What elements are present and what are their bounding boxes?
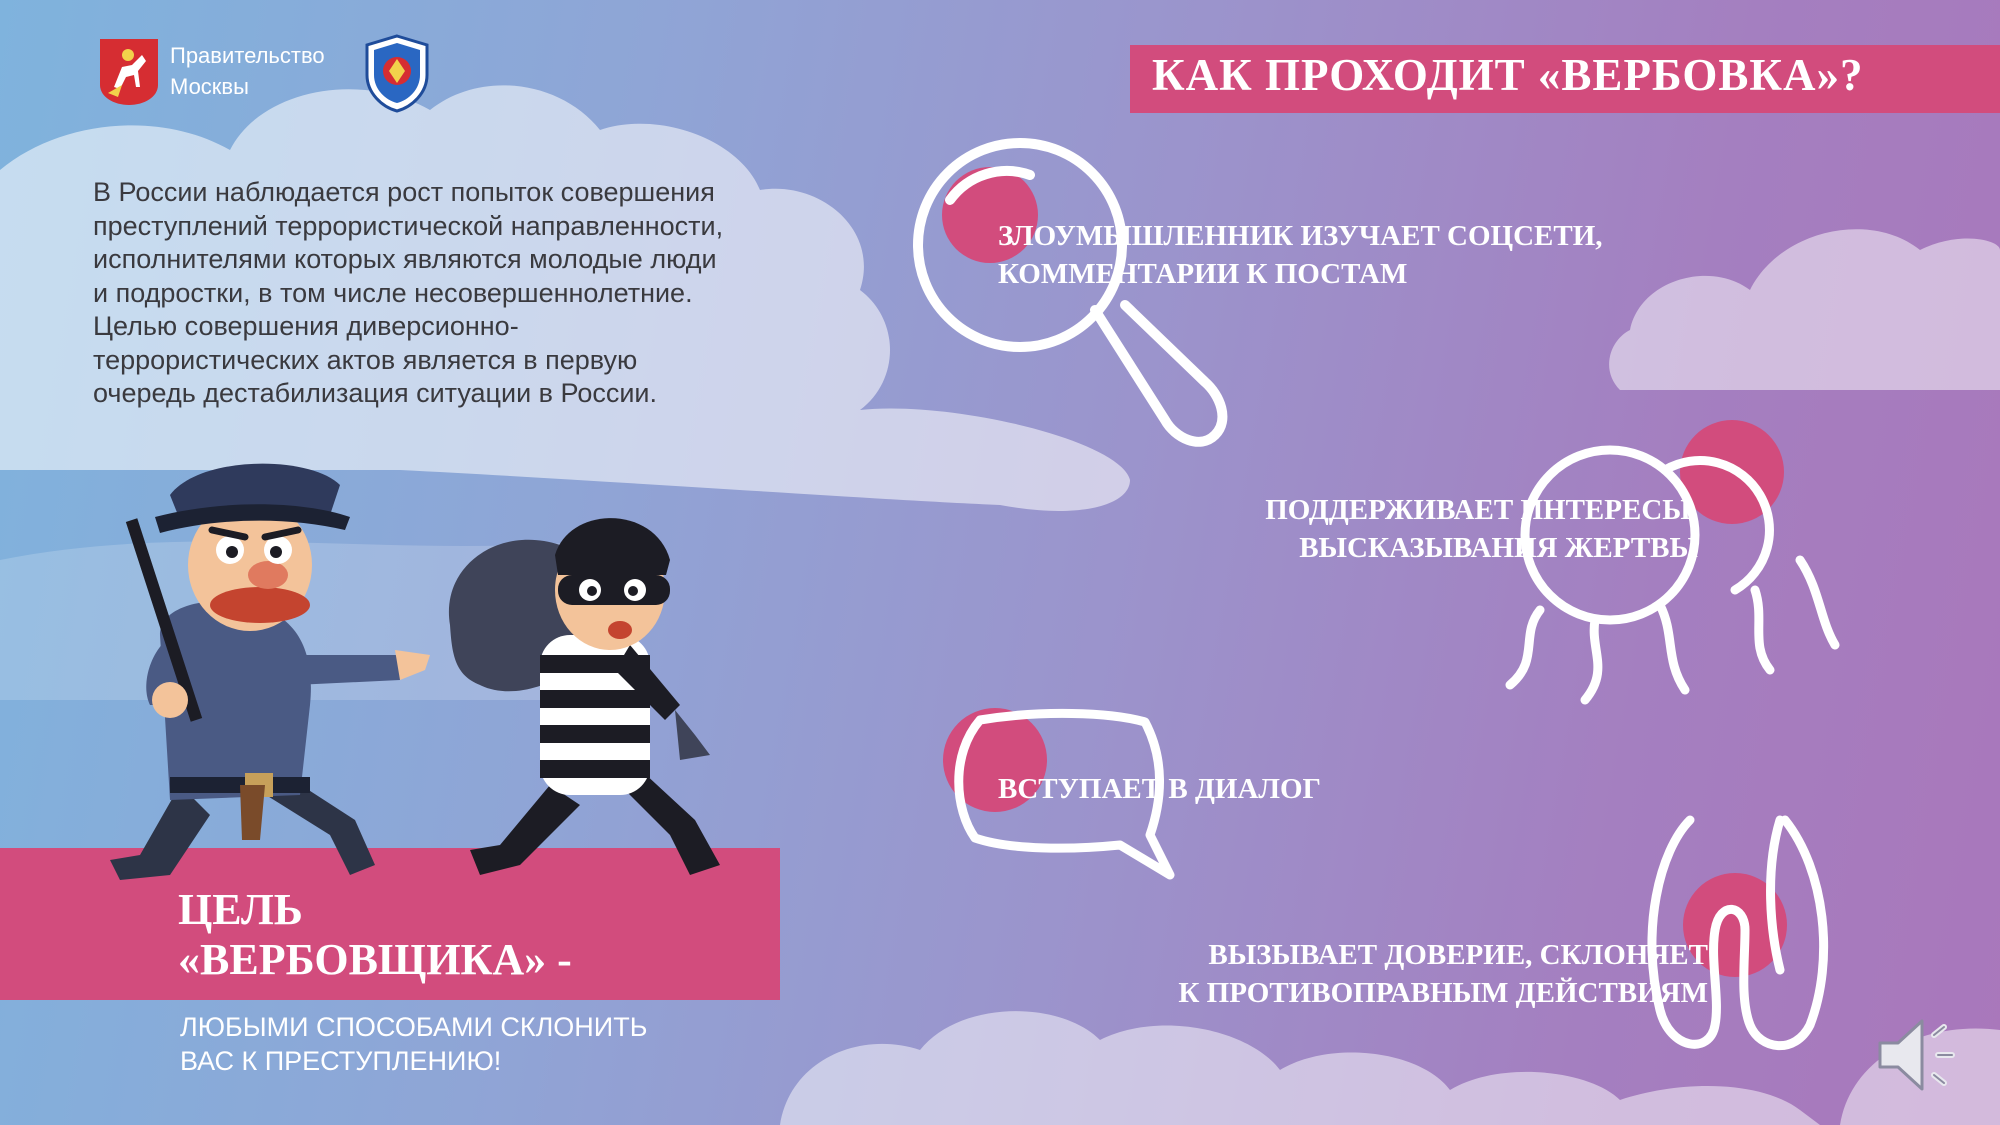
magnifier-icon [880,120,1280,480]
step-1-line-2: КОММЕНТАРИИ К ПОСТАМ [998,258,1408,290]
slide-title: КАК ПРОХОДИТ «ВЕРБОВКА»? [1152,50,1864,100]
step-2-line-1: ПОДДЕРЖИВАЕТ ИНТЕРЕСЫ, [1265,494,1698,526]
step-3-line-1: ВСТУПАЕТ В ДИАЛОГ [998,773,1322,805]
step-1-text [998,217,1603,293]
step-2-line-2: ВЫСКАЗЫВАНИЯ ЖЕРТВЫ [1299,532,1698,564]
step-4-line-2: К ПРОТИВОПРАВНЫМ ДЕЙСТВИЯМ [1178,977,1708,1009]
intro-paragraph: В России наблюдается рост попыток совершения преступлений террористической направленности, исполнителями которых являются молодые люди и подростки, в том числе несовершеннолетние. Целью совершения диверсионно-террористических актов является в первую очередь дестабилизация ситуации в России. [93,177,724,408]
thief-illustration [440,505,760,885]
police-emblem-icon [362,33,432,113]
step-4-text [1088,936,1708,1012]
government-line-2: Москвы [170,74,249,99]
speaker-icon[interactable] [1870,1005,1970,1105]
goal-title [178,885,572,985]
government-label [170,40,370,102]
goal-title-line-1: ЦЕЛЬ [178,885,303,934]
goal-subtitle-line-2: ВАС К ПРЕСТУПЛЕНИЮ! [180,1046,502,1076]
step-1-line-1: ЗЛОУМЫШЛЕННИК ИЗУЧАЕТ СОЦСЕТИ, [998,220,1603,252]
step-2-text [1238,491,1698,567]
policeman-illustration [100,455,440,900]
government-line-1: Правительство [170,43,325,68]
people-icon [1500,420,1860,740]
step-3-text [998,770,1321,808]
goal-subtitle [180,1010,647,1078]
goal-subtitle-line-1: ЛЮБЫМИ СПОСОБАМИ СКЛОНИТЬ [180,1012,648,1042]
goal-title-line-2: «ВЕРБОВЩИКА» - [178,935,572,984]
step-4-line-1: ВЫЗЫВАЕТ ДОВЕРИЕ, СКЛОНЯЕТ [1208,939,1708,971]
moscow-coat-of-arms-icon [98,37,160,107]
